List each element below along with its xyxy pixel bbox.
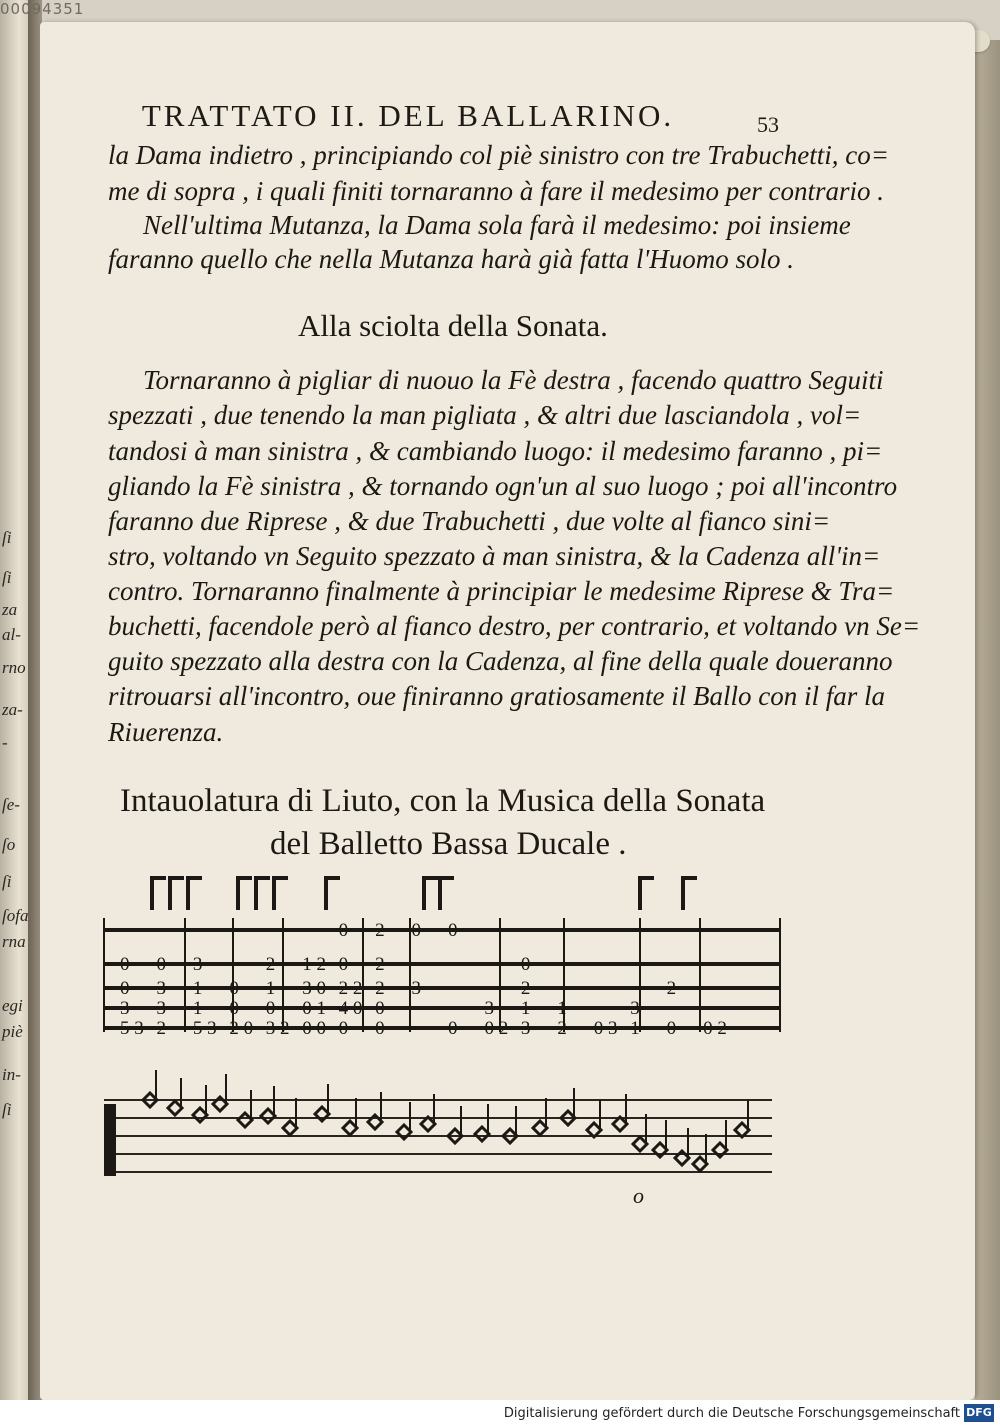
tablature-fret-mark: 2 <box>375 920 385 941</box>
note-head <box>168 1101 182 1115</box>
tablature-fret-mark: 2 0 <box>229 1018 254 1039</box>
tablature-fret-mark: 3 <box>520 1018 531 1039</box>
intro-line: Nell'ultima Mutanza, la Dama sola farà il medesimo: poi insieme <box>143 210 851 240</box>
tablature-fret-mark: 5 3 <box>192 1018 217 1039</box>
tablature-fret-mark: 1 2 <box>302 954 326 975</box>
tablature-fret-mark: 0 <box>338 920 349 941</box>
tablature-fret-mark: 2 <box>375 978 385 999</box>
body-line: stro, voltando vn Seguito spezzato à man sinistra, & la Cadenza all'in= <box>108 541 881 571</box>
note-head <box>735 1123 749 1137</box>
tablature-fret-mark: 0 1 <box>302 998 326 1019</box>
facing-page-fragment: za- <box>2 700 23 719</box>
tablature-fret-mark: 0 2 <box>703 1018 727 1039</box>
tablature-fret-mark: 0 <box>375 998 385 1019</box>
tablature-fret-mark: 0 <box>520 954 531 975</box>
tablature-fret-mark: 3 0 <box>302 978 326 999</box>
tablature-fret-mark: 0 <box>265 998 276 1019</box>
facing-page-fragment: ſi <box>2 1100 12 1119</box>
note-head <box>421 1117 435 1131</box>
tablature-fret-mark: 0 2 <box>484 1018 509 1039</box>
intro-line: faranno quello che nella Mutanza harà già fatta l'Huomo solo . <box>108 244 794 274</box>
note-head <box>343 1121 357 1135</box>
tablature-fret-mark: 5 3 <box>120 1018 144 1039</box>
tablature-fret-mark: 1 <box>192 998 203 1019</box>
note-head <box>238 1113 252 1127</box>
tablature-fret-mark: 1 <box>265 978 276 999</box>
running-head: TRATTATO II. DEL BALLARINO. <box>141 98 675 133</box>
note-head <box>261 1109 275 1123</box>
body-line: gliando la Fè sinistra , & tornando ogn'un al suo luogo ; poi all'incontro <box>108 471 898 501</box>
note-head <box>533 1121 547 1135</box>
tablature-fret-mark: 2 <box>265 954 276 975</box>
tablature-fret-mark: 3 <box>630 998 640 1019</box>
tablature-fret-mark: 1 <box>192 978 203 999</box>
tablature-fret-mark: 2 2 <box>338 978 363 999</box>
tablature-title-line-1: Intauolatura di Liuto, con la Musica della Sonata <box>120 783 766 819</box>
facing-page-fragment: rno <box>2 658 26 677</box>
facing-page-fragment: - <box>2 733 8 752</box>
body-line: contro. Tornaranno finalmente à principiar le medesime Riprese & Tra= <box>108 576 895 606</box>
facing-page-fragment: ſofa <box>2 906 29 925</box>
tablature-fret-mark: 3 <box>484 998 494 1019</box>
tablature-title-line-2: del Balletto Bassa Ducale . <box>270 826 627 862</box>
tablature-fret-mark: 0 <box>448 920 458 941</box>
facing-page-fragment: ſi <box>2 568 12 587</box>
tablature-fret-mark: 3 <box>156 978 166 999</box>
clef <box>104 1104 116 1176</box>
body-line: Riuerenza. <box>108 717 224 747</box>
tablature-fret-mark: 3 <box>120 998 130 1019</box>
tablature-fret-mark: 3 <box>156 998 166 1019</box>
facing-page-fragment: ſi <box>2 872 12 891</box>
note-head <box>475 1127 489 1141</box>
tablature-fret-mark: 0 <box>338 954 349 975</box>
facing-page-fragment: piè <box>2 1022 23 1041</box>
facing-page-fragment: al- <box>2 625 21 644</box>
tablature-fret-mark: 0 <box>156 954 166 975</box>
tablature-fret-mark: 0 0 <box>302 1018 326 1039</box>
tablature-fret-mark: 0 <box>338 1018 349 1039</box>
body-line: Tornaranno à pigliar di nuouo la Fè destra , facendo quattro Seguiti <box>143 365 884 395</box>
facing-page-fragment: ſi <box>2 528 12 547</box>
note-head <box>193 1108 207 1122</box>
tablature-fret-mark: 2 <box>156 1018 166 1039</box>
tablature-fret-mark: 0 <box>229 978 239 999</box>
tablature-fret-mark: 2 <box>520 978 531 999</box>
shelfmark: 00094351 <box>0 0 85 18</box>
note-head <box>283 1121 297 1135</box>
body-line: spezzati , due tenendo la man pigliata , & altri due lasciandola , vol= <box>108 400 862 430</box>
tablature-fret-mark: 1 <box>630 1018 640 1039</box>
note-head <box>613 1117 627 1131</box>
tablature-fret-mark: 0 3 <box>593 1018 618 1039</box>
body-line: tandosi à man sinistra , & cambiando luogo: il medesimo faranno , pi= <box>108 436 883 466</box>
body-line: buchetti, facendole però al fianco destro, per contrario, et voltando vn Se= <box>108 611 921 641</box>
intro-line: la Dama indietro , principiando col piè sinistro con tre Trabuchetti, co= <box>108 140 889 170</box>
tablature-fret-mark: 3 2 <box>265 1018 290 1039</box>
signature-mark: o <box>633 1183 644 1208</box>
note-head <box>693 1157 707 1171</box>
tablature-fret-mark: 0 <box>411 920 422 941</box>
note-head <box>587 1123 601 1137</box>
page-number: 53 <box>757 112 779 137</box>
facing-page-fragment: ſe- <box>2 795 20 814</box>
section-heading: Alla sciolta della Sonata. <box>298 308 608 343</box>
tablature-fret-mark: 0 <box>120 978 130 999</box>
facing-page-fragment: rna <box>2 932 26 951</box>
body-line: guito spezzato alla destra con la Cadenza, al fine della quale doueranno <box>108 646 893 676</box>
body-line: ritrouarsi all'incontro, oue finiranno gratiosamente il Ballo con il far la <box>108 681 886 711</box>
tablature-fret-mark: 4 0 <box>338 998 363 1019</box>
tablature-fret-mark: 0 <box>448 1018 458 1039</box>
tablature-fret-mark: 0 <box>666 1018 677 1039</box>
body-line: faranno due Riprese , & due Trabuchetti , due volte al fianco sini= <box>108 506 831 536</box>
tablature-fret-mark: 0 <box>120 954 130 975</box>
facing-page-fragment: ſo <box>2 835 16 854</box>
tablature-fret-mark: 1 <box>520 998 531 1019</box>
tablature-fret-mark: 0 <box>375 1018 385 1039</box>
note-head <box>633 1137 647 1151</box>
tablature-fret-mark: 0 <box>229 998 239 1019</box>
tablature-fret-mark: 2 <box>375 954 385 975</box>
tablature-fret-mark: 3 <box>411 978 422 999</box>
facing-page-fragment: za <box>2 600 18 619</box>
intro-line: me di sopra , i quali finiti tornaranno à fare il medesimo per contrario . <box>108 176 884 206</box>
tablature-fret-mark: 1 <box>557 998 567 1019</box>
dfg-logo: DFG <box>964 1404 994 1422</box>
tablature-fret-mark: 2 <box>557 1018 567 1039</box>
tablature-fret-mark: 3 <box>192 954 203 975</box>
footer-credit: Digitalisierung gefördert durch die Deutsche Forschungsgemeinschaft <box>503 1406 960 1421</box>
facing-page-fragment: egi <box>2 996 23 1015</box>
facing-page-fragment: in- <box>2 1065 21 1084</box>
tablature-fret-mark: 2 <box>666 978 677 999</box>
